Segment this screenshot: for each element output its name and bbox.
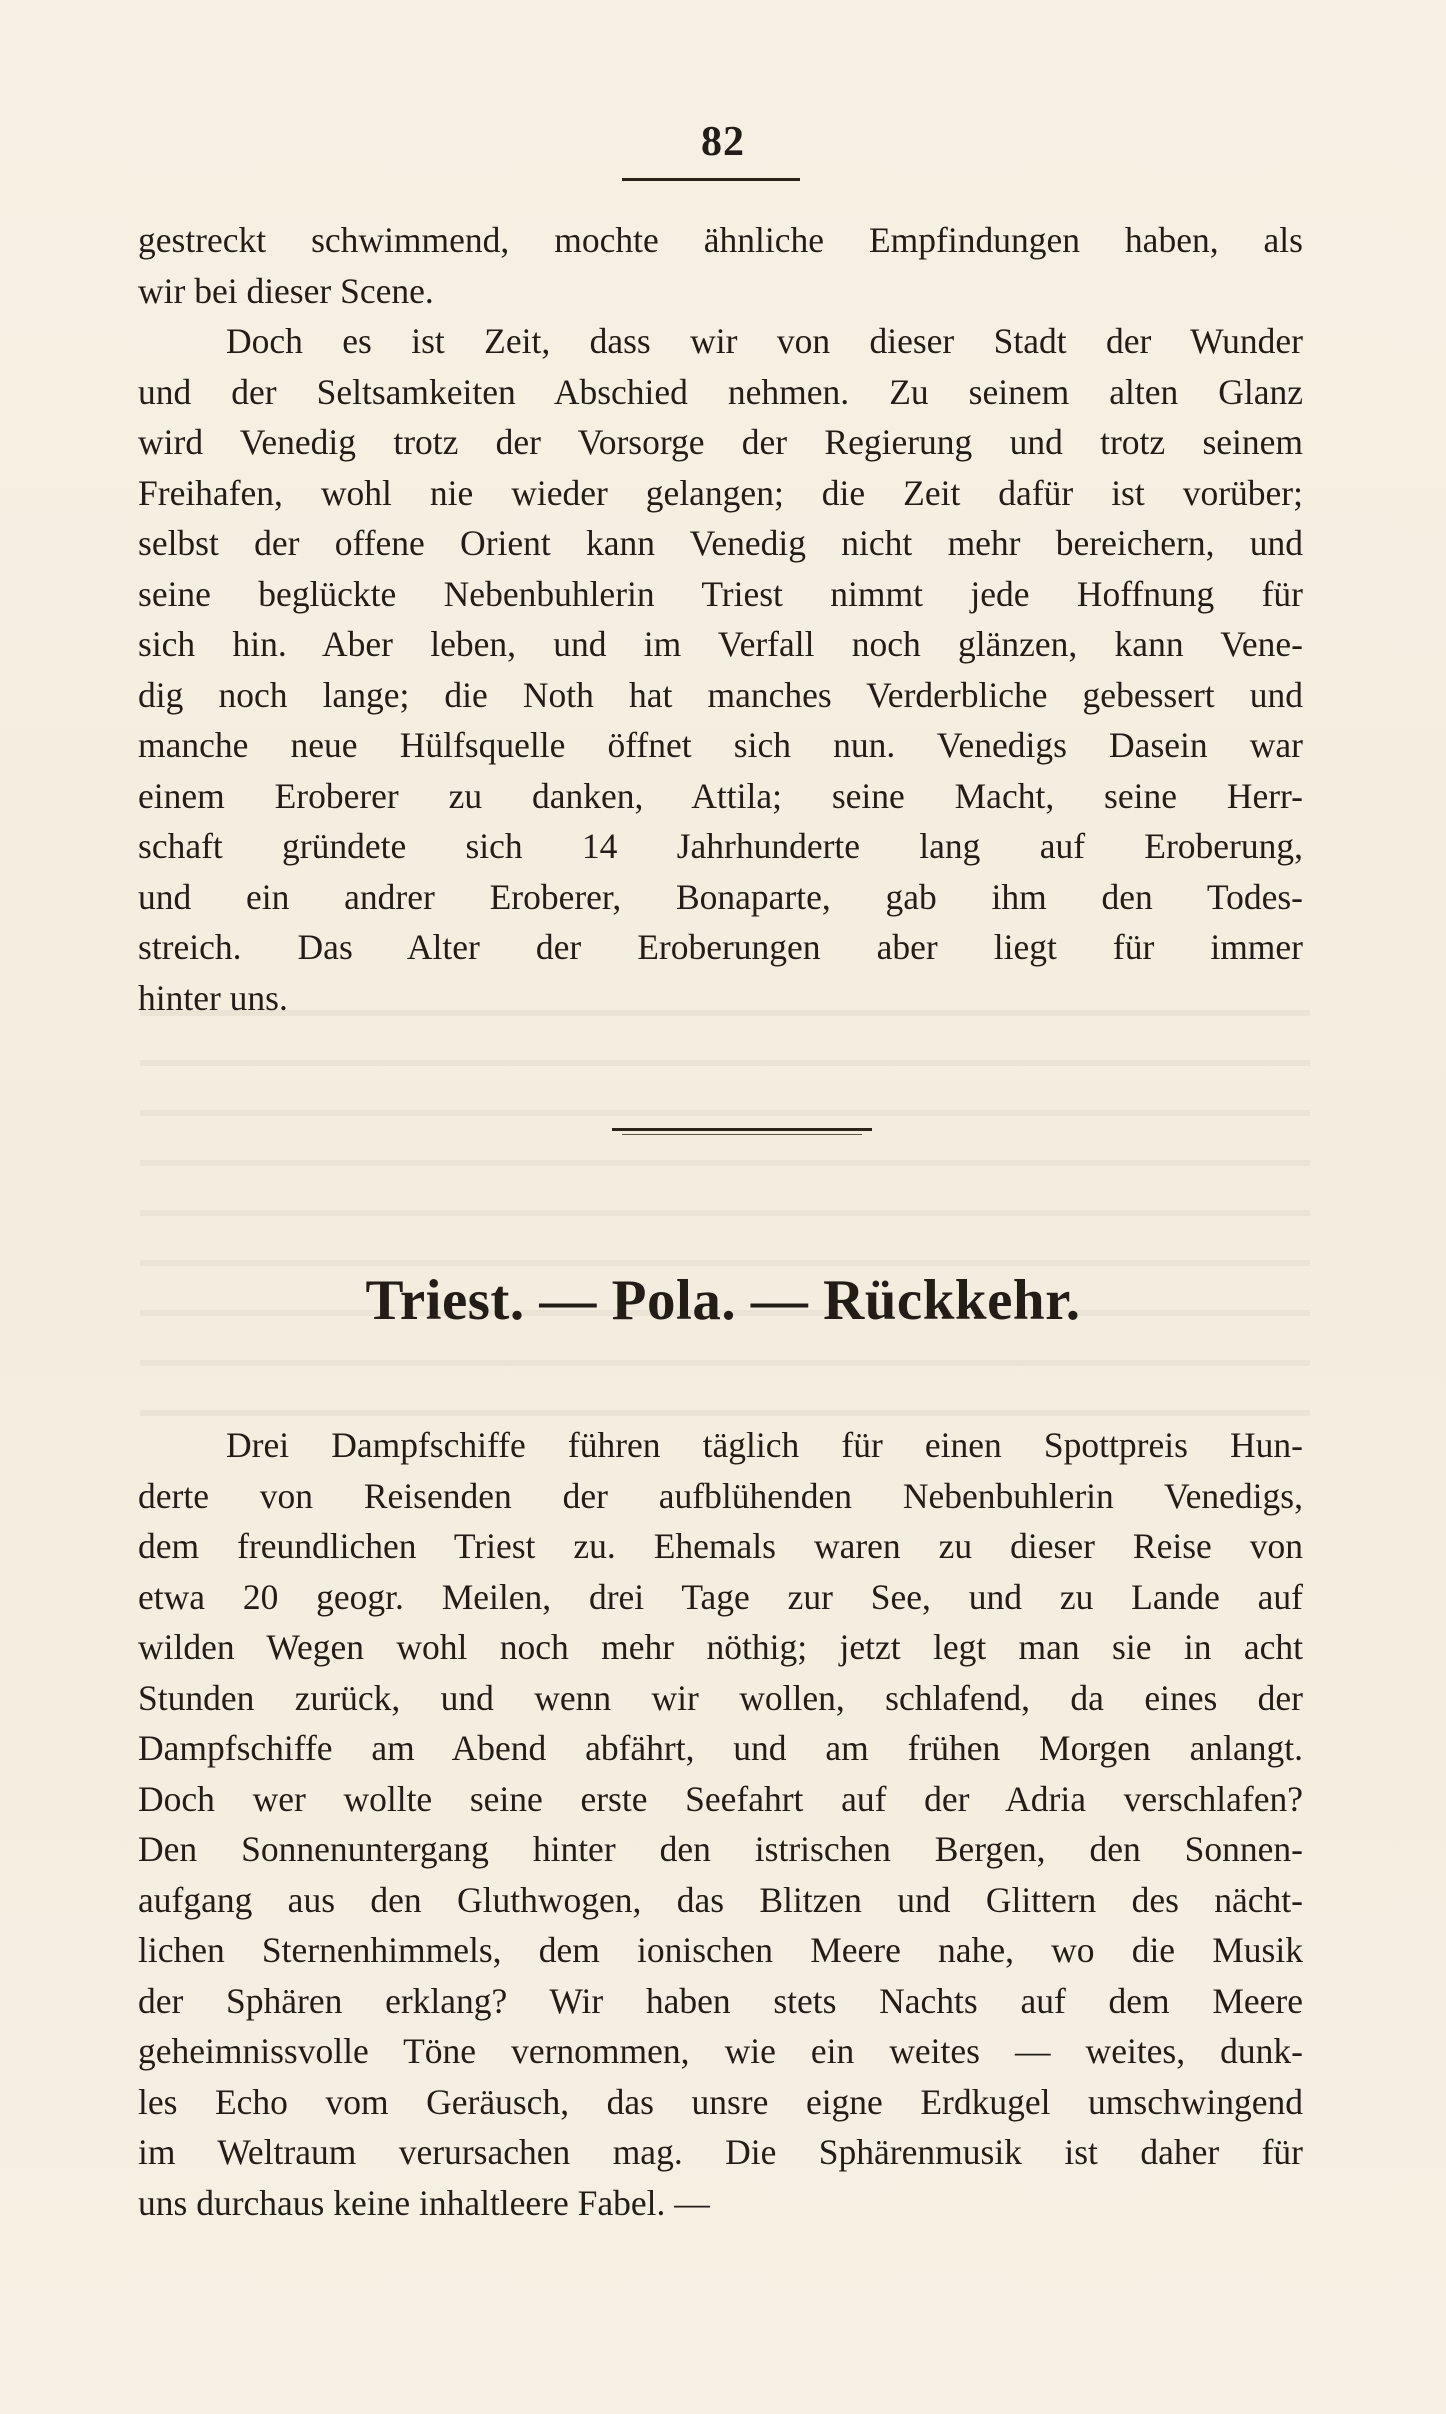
text-line: Stunden zurück, und wenn wir wollen, schlafend, da eines der: [138, 1677, 1303, 1718]
text-line: Dampfschiffe am Abend abfährt, und am frühen Morgen anlangt.: [138, 1728, 1303, 1768]
text-line: dig noch lange; die Noth hat manches Verderbliche gebessert und: [138, 674, 1303, 715]
bleed-through-texture: [140, 1010, 1310, 1440]
text-line: und ein andrer Eroberer, Bonaparte, gab ihm den Todes-: [138, 876, 1303, 917]
text-line: manche neue Hülfsquelle öffnet sich nun. Venedigs Dasein war: [138, 725, 1303, 765]
text-line: dem freundlichen Triest zu. Ehemals waren zu dieser Reise von: [138, 1526, 1303, 1566]
text-line: Doch es ist Zeit, dass wir von dieser Stadt der Wunder: [226, 321, 1303, 361]
text-line: wir bei dieser Scene.: [138, 270, 434, 311]
section-heading: Triest. — Pola. — Rückkehr.: [365, 1269, 1081, 1332]
text-line: geheimnissvolle Töne vernommen, wie ein weites — weites, dunk-: [138, 2031, 1303, 2071]
text-line: einem Eroberer zu danken, Attila; seine Macht, seine Herr-: [138, 775, 1303, 816]
page-number-rule: [622, 178, 800, 181]
paragraph-top: [138, 215, 1303, 1023]
text-line: sich hin. Aber leben, und im Verfall noch glänzen, kann Vene-: [138, 624, 1303, 664]
text-line: und der Seltsamkeiten Abschied nehmen. Zu seinem alten Glanz: [138, 371, 1303, 412]
text-line: streich. Das Alter der Eroberungen aber liegt für immer: [138, 927, 1303, 967]
page-number: 82: [701, 119, 745, 165]
text-line: aufgang aus den Gluthwogen, das Blitzen und Glittern des nächt-: [138, 1879, 1303, 1920]
section-divider: [612, 1128, 872, 1131]
paragraph-section: [138, 1420, 1303, 2228]
text-line: schaft gründete sich 14 Jahrhunderte lang auf Eroberung,: [138, 826, 1303, 866]
text-line: seine beglückte Nebenbuhlerin Triest nimmt jede Hoffnung für: [138, 573, 1303, 614]
text-line: der Sphären erklang? Wir haben stets Nachts auf dem Meere: [138, 1980, 1303, 2021]
text-line: wird Venedig trotz der Vorsorge der Regierung und trotz seinem: [138, 422, 1303, 462]
text-line: Doch wer wollte seine erste Seefahrt auf der Adria verschlafen?: [138, 1778, 1303, 1819]
text-line: les Echo vom Geräusch, das unsre eigne Erdkugel umschwingend: [138, 2081, 1303, 2122]
section-divider-thin: [622, 1134, 862, 1135]
text-line: im Weltraum verursachen mag. Die Sphärenmusik ist daher für: [138, 2132, 1303, 2172]
text-line: hinter uns.: [138, 977, 288, 1018]
text-line: Den Sonnenuntergang hinter den istrischen Bergen, den Sonnen-: [138, 1829, 1303, 1869]
text-line: wilden Wegen wohl noch mehr nöthig; jetzt legt man sie in acht: [138, 1627, 1303, 1667]
text-line: etwa 20 geogr. Meilen, drei Tage zur See, und zu Lande auf: [138, 1576, 1303, 1617]
text-line: uns durchaus keine inhaltleere Fabel. —: [138, 2182, 710, 2223]
text-line: gestreckt schwimmend, mochte ähnliche Empfindungen haben, als: [138, 220, 1303, 260]
text-line: Freihafen, wohl nie wieder gelangen; die Zeit dafür ist vorüber;: [138, 472, 1303, 513]
text-line: Drei Dampfschiffe führen täglich für einen Spottpreis Hun-: [226, 1425, 1303, 1465]
text-line: lichen Sternenhimmels, dem ionischen Meere nahe, wo die Musik: [138, 1930, 1303, 1970]
text-line: derte von Reisenden der aufblühenden Nebenbuhlerin Venedigs,: [138, 1475, 1303, 1516]
text-line: selbst der offene Orient kann Venedig nicht mehr bereichern, und: [138, 523, 1303, 563]
